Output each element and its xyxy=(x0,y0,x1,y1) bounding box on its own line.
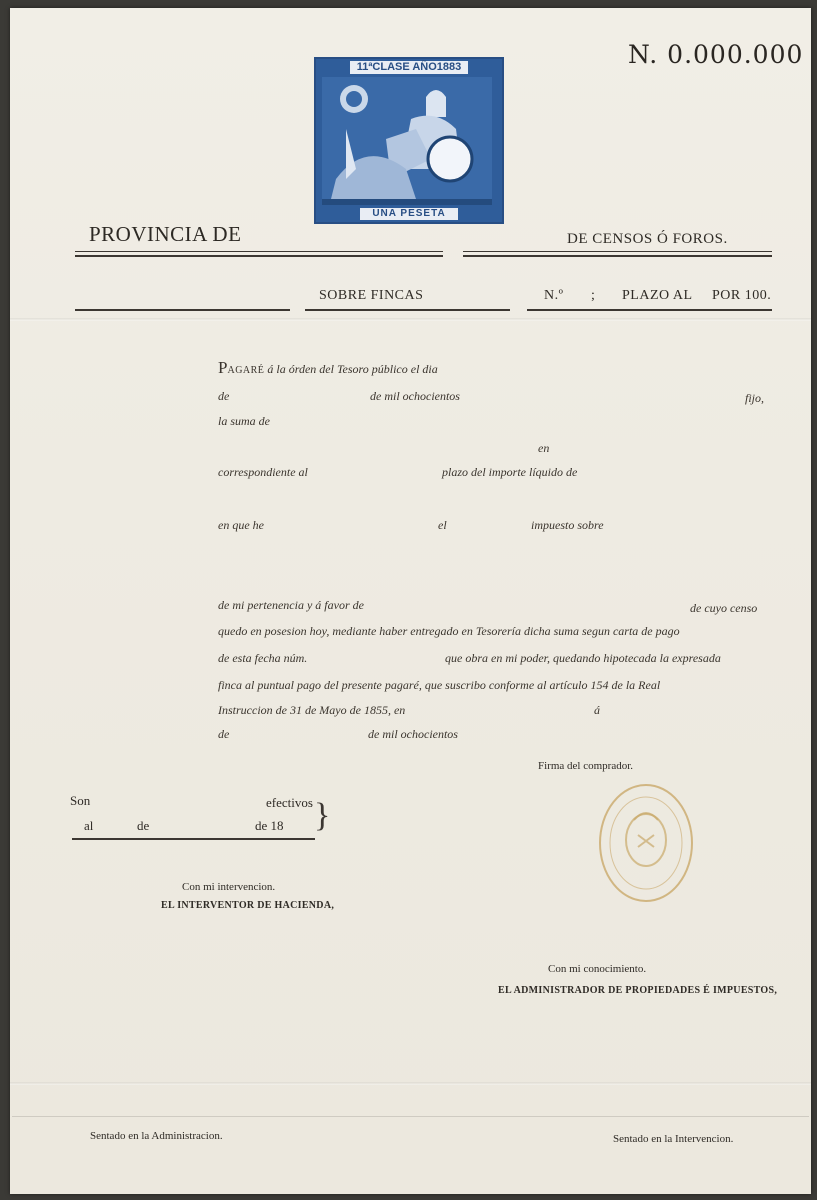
footer-right: Sentado en la Intervencion. xyxy=(613,1133,734,1145)
body-text: de xyxy=(218,727,230,741)
body-text: en xyxy=(538,441,550,455)
body-text: Instruccion de 31 de Mayo de 1855, en xyxy=(218,703,406,717)
subheader-rule xyxy=(305,309,510,311)
plazo-label: PLAZO AL xyxy=(622,288,693,303)
fold-line xyxy=(10,318,811,321)
interventor-line1: Con mi intervencion. xyxy=(182,881,276,893)
subheader-rule xyxy=(527,309,772,311)
serial-number: N. 0.000.000 xyxy=(628,40,804,69)
amount-rule xyxy=(72,838,315,840)
body-line: PAGARÉ á la órden del Tesoro público el dia xyxy=(218,358,438,377)
son-label: Son xyxy=(70,793,91,808)
body-text: impuesto sobre xyxy=(531,518,604,532)
sobre-fincas-label: SOBRE FINCAS xyxy=(319,288,424,303)
censos-title: DE CENSOS Ó FOROS. xyxy=(567,231,728,247)
administrador-line1: Con mi conocimiento. xyxy=(548,963,647,975)
body-text: la suma de xyxy=(218,414,270,428)
al-label: al xyxy=(84,818,94,833)
footer-rule xyxy=(12,1116,809,1117)
stamp-value-label: UNA PESETA xyxy=(360,208,458,220)
interventor-line2: EL INTERVENTOR DE HACIENDA, xyxy=(161,900,335,911)
year-label: de 18 xyxy=(255,818,284,833)
de-label: de xyxy=(137,818,150,833)
body-text: de mil ochocientos xyxy=(370,389,460,403)
subheader-rule xyxy=(75,309,290,311)
number-label: N.º xyxy=(544,288,564,303)
stamp-top-label: 11ªCLASE AÑO1883 xyxy=(350,61,468,74)
body-text: plazo del importe líquido de xyxy=(442,465,578,479)
body-text: el xyxy=(438,518,447,532)
revenue-stamp xyxy=(314,57,504,224)
allegory-figure-icon xyxy=(316,59,502,222)
footer-left: Sentado en la Administracion. xyxy=(90,1130,223,1142)
efectivos-label: efectivos xyxy=(266,795,313,810)
body-text: correspondiente al xyxy=(218,465,308,479)
buyer-signature-label: Firma del comprador. xyxy=(538,760,634,772)
body-text: de xyxy=(218,389,230,403)
header-rule xyxy=(75,251,443,252)
body-text: de mi pertenencia y á favor de xyxy=(218,598,364,612)
body-text: de mil ochocientos xyxy=(368,727,458,741)
province-title: PROVINCIA DE xyxy=(89,222,242,246)
header-rule xyxy=(463,255,772,257)
body-text: finca al puntual pago del presente pagaré, que suscribo conforme al artículo 154 de la Real xyxy=(218,678,661,692)
body-text: de cuyo censo xyxy=(690,601,758,615)
body-text: en que he xyxy=(218,518,264,532)
body-text: de esta fecha núm. xyxy=(218,651,308,665)
header-rule xyxy=(75,255,443,257)
fold-line xyxy=(10,1082,811,1085)
separator-label: ; xyxy=(591,288,596,303)
body-text: fijo, xyxy=(745,391,765,405)
header-rule xyxy=(463,251,772,252)
body-text: quedo en posesion hoy, mediante haber entregado en Tesorería dicha suma segun carta de pago xyxy=(218,624,680,638)
por-label: POR 100. xyxy=(712,288,772,303)
administrador-line2: EL ADMINISTRADOR DE PROPIEDADES É IMPUESTOS, xyxy=(498,985,778,996)
amount-brace-icon: } xyxy=(314,797,331,834)
body-text: que obra en mi poder, quedando hipotecada la expresada xyxy=(445,651,721,665)
official-seal-icon xyxy=(596,780,696,906)
body-text: á xyxy=(594,703,600,717)
